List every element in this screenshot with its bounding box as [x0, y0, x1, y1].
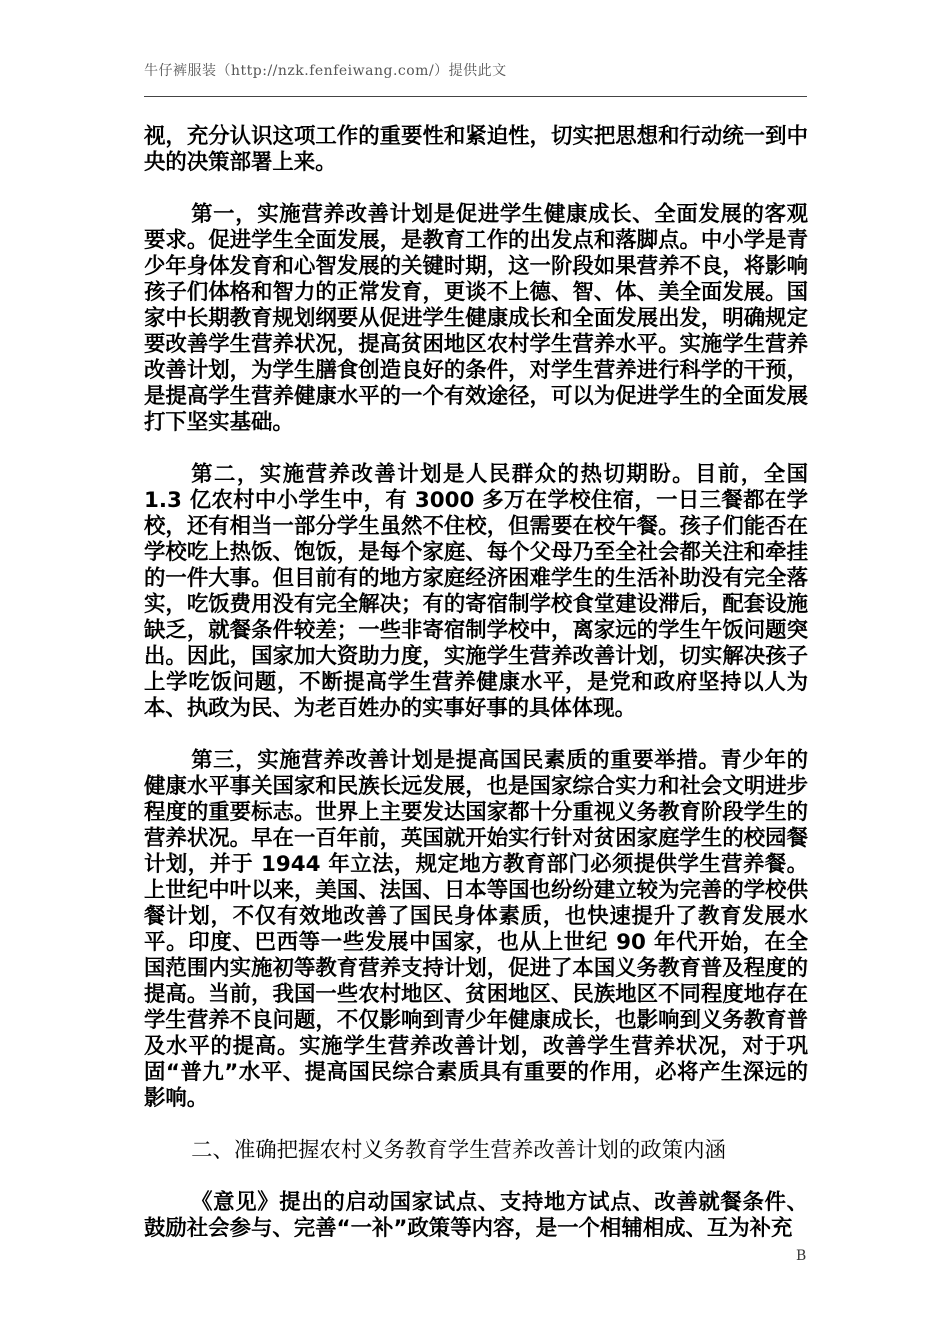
page-number: B [796, 1248, 807, 1264]
header-rule [144, 96, 807, 97]
document-body [144, 124, 808, 1242]
paragraph-opinion: 《意见》提出的启动国家试点、支持地方试点、改善就餐条件、鼓励社会参与、完善“一补”政策等内容，是一个相辅相成、互为补充 [144, 1190, 808, 1241]
paragraph-first-point: 第一，实施营养改善计划是促进学生健康成长、全面发展的客观要求。促进学生全面发展，是教育工作的出发点和落脚点。中小学是青少年身体发育和心智发展的关键时期，这一阶段如果营养不良，将影响孩子们体格和智力的正常发育，更谈不上德、智、体、美全面发展。国家中长期教育规划纲要从促进学生健康成长和全面发展出发，明确规定要改善学生营养状况，提高贫困地区农村学生营养水平。实施学生营养改善计划，为学生膳食创造良好的条件，对学生营养进行科学的干预，是提高学生营养健康水平的一个有效途径，可以为促进学生的全面发展打下坚实基础。 [144, 202, 808, 435]
paragraph-continuation: 视，充分认识这项工作的重要性和紧迫性，切实把思想和行动统一到中央的决策部署上来。 [144, 124, 808, 175]
paragraph-second-point: 第二，实施营养改善计划是人民群众的热切期盼。目前，全国 1.3 亿农村中小学生中，有 3000 多万在学校住宿，一日三餐都在学校，还有相当一部分学生虽然不住校，但需要在校午餐。孩子们能否在学校吃上热饭、饱饭，是每个家庭、每个父母乃至全社会都关注和牵挂的一件大事。但目前有的地方家庭经济困难学生的生活补助没有完全落实，吃饭费用没有完全解决；有的寄宿制学校食堂建设滞后，配套设施缺乏，就餐条件较差；一些非寄宿制学校中，离家远的学生午饭问题突出。因此，国家加大资助力度，实施学生营养改善计划，切实解决孩子上学吃饭问题，不断提高学生营养健康水平，是党和政府坚持以人为本、执政为民、为老百姓办的实事好事的具体体现。 [144, 462, 808, 721]
section-heading: 二、准确把握农村义务教育学生营养改善计划的政策内涵 [191, 1138, 726, 1163]
page-header: 牛仔裤服装（http://nzk.fenfeiwang.com/）提供此文 [144, 63, 507, 79]
paragraph-third-point: 第三，实施营养改善计划是提高国民素质的重要举措。青少年的健康水平事关国家和民族长远发展，也是国家综合实力和社会文明进步程度的重要标志。世界上主要发达国家都十分重视义务教育阶段学生的营养状况。早在一百年前，英国就开始实行针对贫困家庭学生的校园餐计划，并于 1944 年立法，规定地方教育部门必须提供学生营养餐。上世纪中叶以来，美国、法国、日本等国也纷纷建立较为完善的学校供餐计划，不仅有效地改善了国民身体素质，也快速提升了教育发展水平。印度、巴西等一些发展中国家，也从上世纪 90 年代开始，在全国范围内实施初等教育营养支持计划，促进了本国义务教育普及程度的提高。当前，我国一些农村地区、贫困地区、民族地区不同程度地存在学生营养不良问题，不仅影响到青少年健康成长，也影响到义务教育普及水平的提高。实施学生营养改善计划，改善学生营养状况，对于巩固“普九”水平、提高国民综合素质具有重要的作用，必将产生深远的影响。 [144, 748, 808, 1111]
